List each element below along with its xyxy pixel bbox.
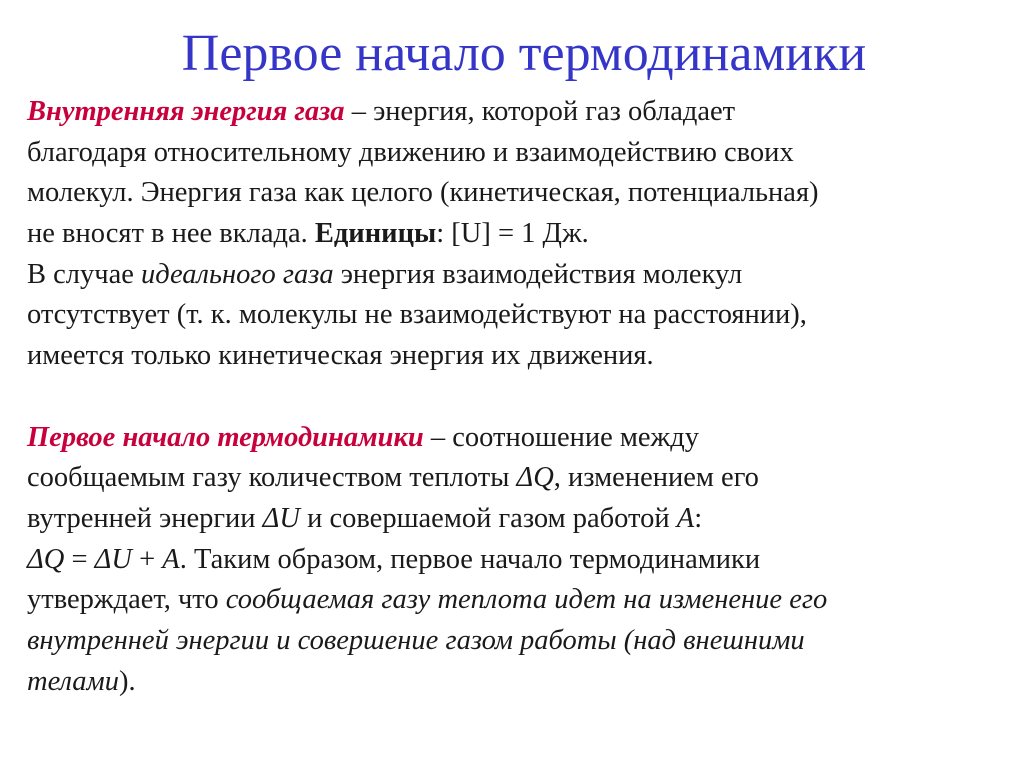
text-line [27, 662, 1012, 703]
blank-line [27, 377, 1012, 418]
formula-line [27, 540, 1012, 581]
text-run: В случае [27, 258, 142, 290]
text-run: утверждает, что [27, 584, 226, 616]
text-run: : [694, 502, 703, 534]
italic-statement: сообщаемая газу теплота идет на изменение его [225, 584, 828, 616]
text-line: благодаря относительному движению и взаимодействию своих [27, 136, 794, 168]
symbol-delta-q: ΔQ [516, 462, 554, 494]
text-line [27, 458, 1012, 499]
text-run: ). [119, 665, 136, 697]
text-line: отсутствует (т. к. молекулы не взаимодействуют на расстоянии), [27, 299, 807, 331]
italic-statement: телами [27, 665, 119, 697]
text-run: – соотношение между [423, 421, 699, 453]
formula-plus: + [131, 543, 163, 575]
text-run: вутренней энергии [27, 502, 263, 534]
formula-equals: = [64, 543, 95, 575]
text-line [27, 499, 1012, 540]
text-line [27, 255, 1012, 296]
text-line [27, 214, 1012, 255]
text-run: . Таким образом, первое начало термодинамики [179, 543, 761, 575]
text-run: : [U] = 1 Дж. [436, 218, 589, 250]
italic-statement: внутренней энергии и совершение газом работы (над внешними [27, 624, 805, 656]
text-run: – энергия, которой газ обладает [344, 96, 736, 127]
text-run: сообщаемым газу количеством теплоты [27, 462, 517, 494]
formula-delta-u: ΔU [94, 543, 132, 575]
symbol-delta-u: ΔU [262, 502, 300, 534]
formula-a: A [162, 543, 180, 575]
text-line: имеется только кинетическая энергия их движения. [27, 340, 654, 372]
term-first-law: Первое начало термодинамики [27, 421, 424, 453]
text-run: и совершаемой газом работой [299, 502, 677, 534]
ideal-gas-term: идеального газа [141, 258, 334, 290]
text-run: , изменением его [553, 462, 759, 494]
units-label: Единицы [314, 218, 437, 250]
text-line [27, 621, 1012, 662]
slide-title: Первое начало термодинамики [181, 25, 867, 82]
text-run: не вносят в нее вклада. [27, 218, 315, 250]
text-run: энергия взаимодействия молекул [333, 258, 743, 290]
formula-delta-q: ΔQ [27, 543, 65, 575]
text-line [27, 418, 1012, 459]
slide-body [27, 92, 1012, 702]
term-internal-energy: Внутренняя энергия газа [27, 96, 345, 127]
text-line: молекул. Энергия газа как целого (кинетическая, потенциальная) [27, 177, 819, 209]
symbol-a: A [676, 502, 695, 534]
text-line [27, 580, 1012, 621]
text-line [27, 92, 1012, 133]
